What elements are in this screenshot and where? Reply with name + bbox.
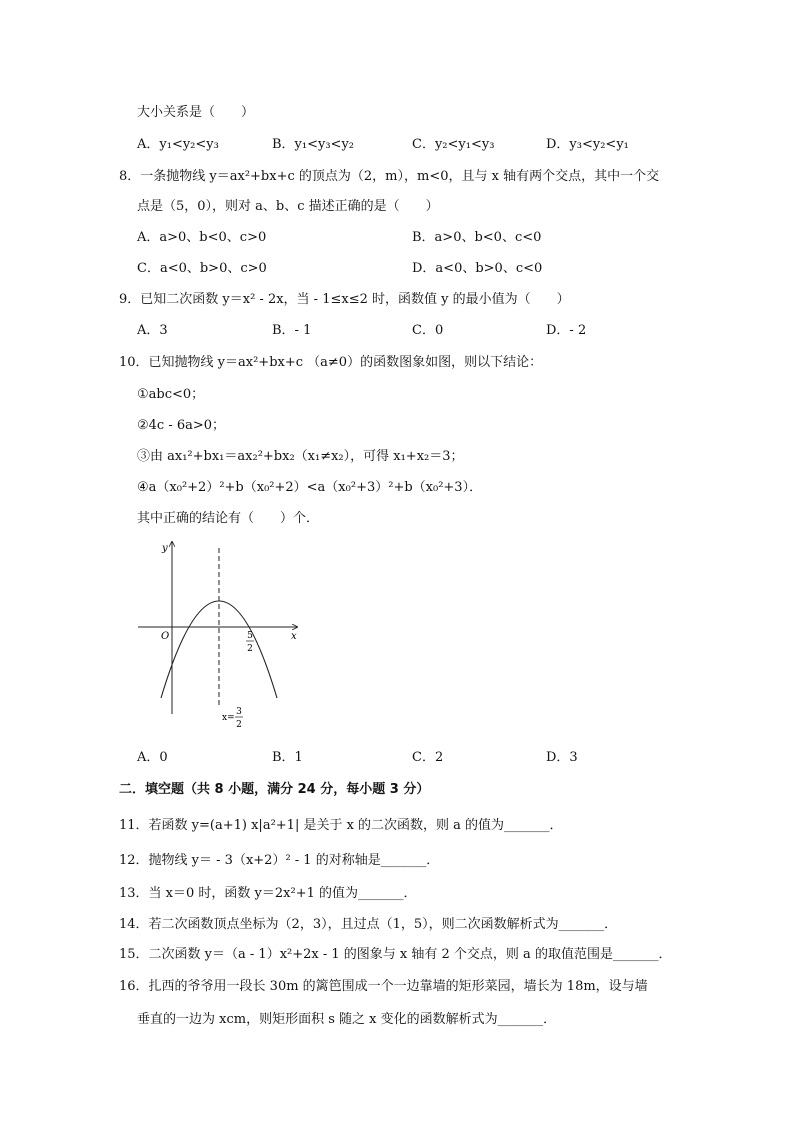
section-2-heading: 二．填空题（共 8 小题，满分 24 分，每小题 3 分） [119,782,430,797]
parabola-graph [134,538,304,738]
q10-question: 其中正确的结论有（ ）个． [137,511,320,526]
q7-option-d: D．y₃<y₂<y₁ [546,137,629,152]
q10-conclusion-2: ②4c - 6a>0； [137,418,226,433]
q12: 12．抛物线 y＝ - 3（x+2）² - 1 的对称轴是_______． [119,853,440,868]
y-axis-label: y [162,543,168,554]
q10-conclusion-1: ①abc<0； [137,387,205,402]
q9-option-a: A．3 [137,323,168,338]
root-numerator: 5 [247,631,253,641]
q14: 14．若二次函数顶点坐标为（2，3），且过点（1，5），则二次函数解析式为_______． [119,917,618,932]
q7-option-b: B．y₁<y₃<y₂ [272,137,355,152]
q10-line-1: 10．已知抛物线 y＝ax²+bx+c （a≠0）的函数图象如图，则以下结论： [119,355,543,370]
q7-option-a: A．y₁<y₂<y₃ [137,137,219,152]
q8-option-d: D．a<0、b>0、c<0 [412,261,543,276]
q15: 15．二次函数 y＝（a - 1）x²+2x - 1 的图象与 x 轴有 2 个交点，则 a 的取值范围是_______． [119,947,672,962]
q8-option-a: A．a>0、b<0、c>0 [137,230,267,245]
q10-option-a: A．0 [137,750,168,765]
origin-label: O [161,631,170,642]
q10-option-d: D．3 [546,750,578,765]
x-axis-label: x [291,631,297,642]
q9-option-c: C．0 [412,323,444,338]
axis-denominator: 2 [236,720,242,730]
q10-conclusion-4: ④a（x₀²+2）²+b（x₀²+2）<a（x₀²+3）²+b（x₀²+3）． [137,480,483,495]
axis-equation-prefix: x= [222,713,235,723]
q11: 11．若函数 y=(a+1) x|a²+1| 是关于 x 的二次函数，则 a 的值为_______． [119,818,563,833]
q10-conclusion-3: ③由 ax₁²+bx₁＝ax₂²+bx₂（x₁≠x₂），可得 x₁+x₂＝3； [137,449,464,464]
root-denominator: 2 [247,644,253,654]
q8-line-2: 点是（5，0），则对 a、b、c 描述正确的是（ ） [137,199,439,214]
q16-line-1: 16．扎西的爷爷用一段长 30m 的篱笆围成一个一边靠墙的矩形菜园，墙长为 18m，设与墙 [119,979,648,994]
q9-line-1: 9．已知二次函数 y＝x² - 2x，当 - 1≤x≤2 时，函数值 y 的最小值为（ ） [119,292,570,307]
axis-numerator: 3 [236,707,242,717]
q8-line-1: 8．一条抛物线 y＝ax²+bx+c 的顶点为（2，m），m<0，且与 x 轴有两个交点，其中一个交 [119,169,660,184]
q9-option-b: B．- 1 [272,323,312,338]
q7-continuation: 大小关系是（ ） [137,105,255,120]
q10-option-b: B．1 [272,750,303,765]
q16-line-2: 垂直的一边为 xcm，则矩形面积 s 随之 x 变化的函数解析式为_______． [137,1012,557,1027]
q9-option-d: D．- 2 [546,323,587,338]
q8-option-c: C．a<0、b>0、c>0 [137,261,267,276]
q13: 13．当 x＝0 时，函数 y＝2x²+1 的值为_______． [119,886,417,901]
q8-option-b: B．a>0、b<0、c<0 [412,230,542,245]
q10-option-c: C．2 [412,750,444,765]
q7-option-c: C．y₂<y₁<y₃ [412,137,495,152]
